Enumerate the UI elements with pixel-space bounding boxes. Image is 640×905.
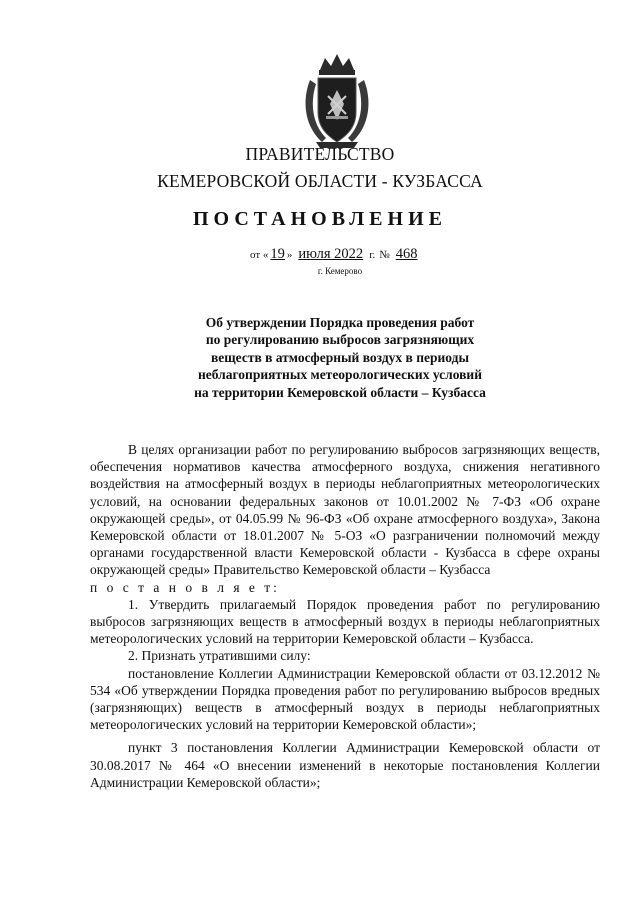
resolves-word: п о с т а н о в л я е т: bbox=[90, 579, 280, 595]
date-close-quote: » bbox=[286, 249, 293, 261]
government-name-line1: ПРАВИТЕЛЬСТВО bbox=[245, 144, 395, 164]
date-month-year: июля 2022 bbox=[298, 246, 364, 262]
subject-line: Об утверждении Порядка проведения работ bbox=[205, 315, 475, 330]
government-name-line2: КЕМЕРОВСКОЙ ОБЛАСТИ - КУЗБАССА bbox=[157, 171, 483, 191]
subject-line: веществ в атмосферный воздух в периоды bbox=[210, 349, 469, 365]
date-year-suffix: г. bbox=[369, 249, 376, 261]
document-subject bbox=[160, 314, 520, 401]
coat-of-arms-icon bbox=[296, 50, 378, 150]
document-body bbox=[90, 435, 600, 791]
subject-line: по регулированию выбросов загрязняющих bbox=[205, 332, 475, 348]
subject-line: на территории Кемеровской области – Кузбасса bbox=[194, 384, 486, 400]
body-paragraph bbox=[90, 441, 600, 596]
body-paragraph: пункт 3 постановления Коллегии Администрации Кемеровской области от 30.08.2017 № 464 «О внесении изменений в некоторые постановления Коллегии Администрации Кемеровской области»; bbox=[90, 740, 600, 790]
document-type-title: ПОСТАНОВЛЕНИЕ bbox=[193, 208, 447, 230]
document-dateline bbox=[250, 247, 450, 262]
body-paragraph: 1. Утвердить прилагаемый Порядок проведения работ по регулированию выбросов загрязняющих веществ в атмосферный воздух в периоды неблагоприятных метеорологических условий на территории Кемеровской области – Кузбасса. bbox=[90, 596, 600, 647]
document-city: г. Кемерово bbox=[317, 266, 363, 276]
preamble-text: В целях организации работ по регулированию выбросов загрязняющих веществ, обеспечения нормативов качества атмосферного воздуха, снижения негативного воздействия на атмосферный воздух в периоды неблагоприятных метеорологических условий, на основании федеральных законов от 10.01.2002 № 7-ФЗ «Об охране окружающей среды», от 04.05.99 № 96-ФЗ «Об охране атмосферного воздуха», Закона Кемеровской области от 18.01.2007 № 5-ОЗ «О разграничении полномочий между органами государственной власти Кемеровской области - Кузбасса в сфере охраны окружающей среды» Правительство Кемеровской области – Кузбасса bbox=[90, 442, 600, 578]
document-number: 468 bbox=[395, 246, 418, 262]
body-paragraph: 2. Признать утратившими силу: bbox=[128, 648, 311, 664]
coat-of-arms-emblem bbox=[296, 50, 378, 150]
number-sign: № bbox=[379, 249, 390, 261]
subject-line: неблагоприятных метеорологических условий bbox=[198, 367, 482, 383]
date-day: 19 bbox=[270, 246, 285, 262]
date-prefix: от « bbox=[250, 249, 269, 261]
body-paragraph: постановление Коллегии Администрации Кемеровской области от 03.12.2012 № 534 «Об утверждении Порядка проведения работ по регулированию выбросов вредных (загрязняющих) веществ в атмосферный воздух в периоды неблагоприятных метеорологических условий на территории Кемеровской области»; bbox=[90, 665, 600, 733]
